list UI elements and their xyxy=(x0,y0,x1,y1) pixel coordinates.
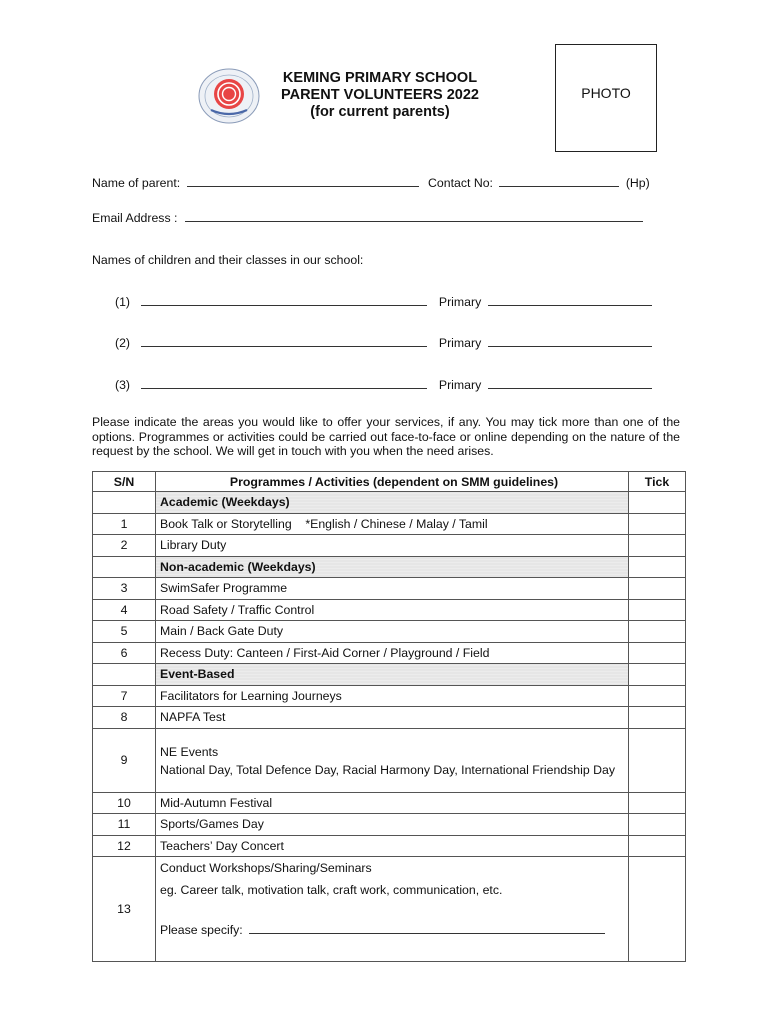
table-row xyxy=(93,707,686,729)
child-class-field[interactable] xyxy=(488,295,652,306)
photo-label: PHOTO xyxy=(581,85,631,101)
tick-cell[interactable] xyxy=(629,792,686,814)
contact-label: Contact No: xyxy=(428,176,493,190)
category-nonacademic: Non-academic (Weekdays) xyxy=(156,556,629,578)
child-class-label: Primary xyxy=(438,336,482,350)
row-sn: 6 xyxy=(93,642,156,664)
contact-suffix: (Hp) xyxy=(625,176,650,190)
row-activity: Mid-Autumn Festival xyxy=(156,792,629,814)
child-number: (3) xyxy=(115,378,131,392)
category-row xyxy=(93,492,686,514)
row-activity: Teachers’ Day Concert xyxy=(156,835,629,857)
tick-cell[interactable] xyxy=(629,707,686,729)
tick-cell[interactable] xyxy=(629,535,686,557)
form-subtitle: (for current parents) xyxy=(310,104,450,120)
row-sn: 3 xyxy=(93,578,156,600)
tick-cell[interactable] xyxy=(629,599,686,621)
row-activity: NAPFA Test xyxy=(156,707,629,729)
row-sn: 9 xyxy=(93,728,156,792)
specify-field[interactable] xyxy=(249,923,605,934)
child-class-field[interactable] xyxy=(488,336,652,347)
child-name-field[interactable] xyxy=(141,378,427,389)
row-activity: Road Safety / Traffic Control xyxy=(156,599,629,621)
category-row xyxy=(93,664,686,686)
header-tick: Tick xyxy=(629,472,686,492)
row-activity: Sports/Games Day xyxy=(156,814,629,836)
table-row xyxy=(93,685,686,707)
activity-title: NE Events xyxy=(160,745,219,759)
table-row xyxy=(93,621,686,643)
activity-detail: National Day, Total Defence Day, Racial Harmony Day, International Friendship Day xyxy=(160,763,615,777)
table-header-row xyxy=(93,472,686,492)
category-row xyxy=(93,556,686,578)
child-name-field[interactable] xyxy=(141,295,427,306)
child-class-label: Primary xyxy=(438,378,482,392)
tick-cell[interactable] xyxy=(629,857,686,962)
email-field[interactable] xyxy=(185,211,643,222)
header-activity: Programmes / Activities (dependent on SMM guidelines) xyxy=(156,472,629,492)
child-class-field[interactable] xyxy=(488,378,652,389)
table-row xyxy=(93,642,686,664)
category-event: Event-Based xyxy=(156,664,629,686)
row-activity: SwimSafer Programme xyxy=(156,578,629,600)
child-number: (2) xyxy=(115,336,131,350)
row-sn: 10 xyxy=(93,792,156,814)
tick-cell[interactable] xyxy=(629,835,686,857)
specify-row xyxy=(160,920,628,940)
table-row xyxy=(93,728,686,792)
row-activity: Book Talk or Storytelling *English / Chinese / Malay / Tamil xyxy=(156,513,629,535)
parent-name-label: Name of parent: xyxy=(92,176,181,190)
table-row xyxy=(93,857,686,962)
child-number: (1) xyxy=(115,295,131,309)
child-row xyxy=(115,378,652,392)
row-sn: 7 xyxy=(93,685,156,707)
row-activity: Main / Back Gate Duty xyxy=(156,621,629,643)
row-activity: Library Duty xyxy=(156,535,629,557)
tick-cell[interactable] xyxy=(629,642,686,664)
table-row xyxy=(93,535,686,557)
table-row xyxy=(93,814,686,836)
tick-cell[interactable] xyxy=(629,621,686,643)
row-sn: 5 xyxy=(93,621,156,643)
activity-detail: eg. Career talk, motivation talk, craft work, communication, etc. xyxy=(160,883,503,897)
activity-title: Conduct Workshops/Sharing/Seminars xyxy=(160,861,372,875)
tick-cell[interactable] xyxy=(629,578,686,600)
table-row xyxy=(93,513,686,535)
tick-cell[interactable] xyxy=(629,685,686,707)
child-row xyxy=(115,295,652,309)
parent-name-field[interactable] xyxy=(187,176,419,187)
volunteer-activities-table xyxy=(92,471,686,962)
row-sn: 4 xyxy=(93,599,156,621)
row-activity xyxy=(156,728,629,792)
email-row xyxy=(92,211,643,225)
table-row xyxy=(93,792,686,814)
table-row xyxy=(93,835,686,857)
tick-cell[interactable] xyxy=(629,513,686,535)
tick-cell[interactable] xyxy=(629,728,686,792)
category-academic: Academic (Weekdays) xyxy=(156,492,629,514)
form-title: PARENT VOLUNTEERS 2022 xyxy=(281,87,479,103)
table-row xyxy=(93,599,686,621)
photo-box[interactable] xyxy=(555,44,657,152)
row-activity: Recess Duty: Canteen / First-Aid Corner / Playground / Field xyxy=(156,642,629,664)
tick-cell[interactable] xyxy=(629,814,686,836)
child-class-label: Primary xyxy=(438,295,482,309)
children-intro: Names of children and their classes in our school: xyxy=(92,253,364,267)
row-sn: 11 xyxy=(93,814,156,836)
row-sn: 13 xyxy=(93,857,156,962)
parent-name-row xyxy=(92,176,650,190)
row-sn: 1 xyxy=(93,513,156,535)
row-sn: 8 xyxy=(93,707,156,729)
instructions-text: Please indicate the areas you would like to offer your services, if any. You may tick more than one of the options. Programmes or activities could be carried out face-to-face or online depending on the nature of the request by the school. We will get in touch with you when the need arises. xyxy=(92,415,680,458)
contact-field[interactable] xyxy=(499,176,619,187)
row-activity xyxy=(156,857,629,962)
school-name: KEMING PRIMARY SCHOOL xyxy=(282,70,478,86)
header-sn: S/N xyxy=(93,472,156,492)
child-name-field[interactable] xyxy=(141,336,427,347)
table-row xyxy=(93,578,686,600)
email-label: Email Address : xyxy=(92,211,178,225)
specify-label: Please specify: xyxy=(160,923,243,937)
row-activity: Facilitators for Learning Journeys xyxy=(156,685,629,707)
row-sn: 2 xyxy=(93,535,156,557)
child-row xyxy=(115,336,652,350)
row-sn: 12 xyxy=(93,835,156,857)
